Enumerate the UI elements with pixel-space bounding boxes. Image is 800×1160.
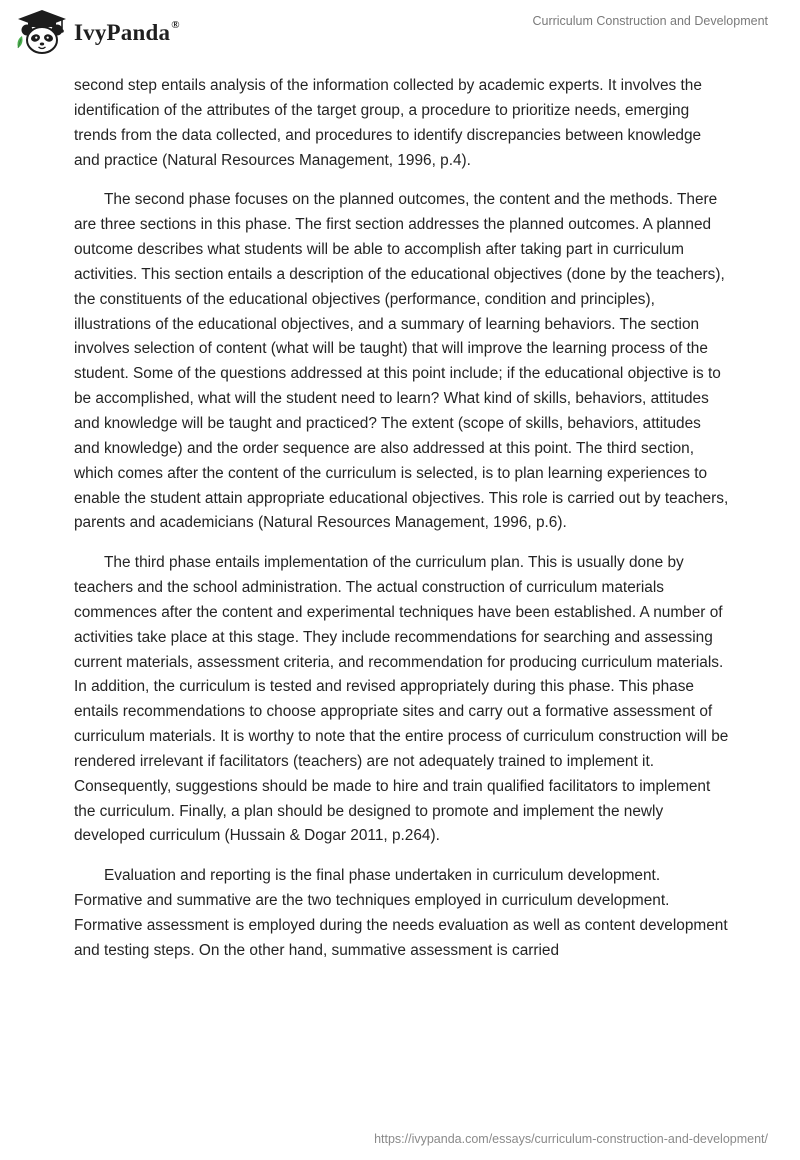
paragraph-3: The third phase entails implementation of the curriculum plan. This is usually done by teachers and the school administration. The actual construction of curriculum materials commences after the content and experimental techniques have been established. A number of activities take place at this stage. They include recommendations for searching and assessing current materials, assessment criteria, and recommendation for producing curriculum materials. In addition, the curriculum is tested and revised appropriately during this phase. This phase entails recommendations to choose appropriate sites and carry out a formative assessment of curriculum materials. It is worthy to note that the entire process of curriculum construction will be rendered irrelevant if facilitators (teachers) are not adequately trained to implement it. Consequently, suggestions should be made to hire and train qualified facilitators to implement the curriculum. Finally, a plan should be designed to promote and implement the newly developed curriculum (Hussain & Dogar 2011, p.264).	[74, 554, 729, 845]
essay-body	[74, 74, 730, 979]
paragraph-1: second step entails analysis of the information collected by academic experts. It involves the identification of the attributes of the target group, a procedure to prioritize needs, emerging trends from the data collected, and procedures to identify discrepancies between knowledge and practice (Natural Resources Management, 1996, p.4).	[74, 77, 702, 169]
brand-name: IvyPanda®	[74, 19, 180, 45]
source-url-link[interactable]: https://ivypanda.com/essays/curriculum-construction-and-development/	[374, 1132, 768, 1146]
paragraph-4: Evaluation and reporting is the final phase undertaken in curriculum development. Formative and summative are the two techniques employed in curriculum development. Formative assessment is employed during the needs evaluation as well as content development and testing steps. On the other hand, summative assessment is carried	[74, 867, 728, 959]
ivypanda-logo[interactable]	[14, 8, 180, 56]
document-title: Curriculum Construction and Development	[532, 14, 768, 28]
panda-graduation-cap-icon	[14, 8, 70, 56]
page-header	[0, 0, 800, 62]
registered-mark: ®	[171, 19, 180, 32]
paragraph-2: The second phase focuses on the planned outcomes, the content and the methods. There are three sections in this phase. The first section addresses the planned outcomes. A planned outcome describes what students will be able to accomplish after taking part in curriculum activities. This section entails a description of the educational objectives (done by the teachers), the constituents of the educational objectives (performance, condition and principles), illustrations of the educational objectives, and a summary of learning behaviors. The section involves selection of content (what will be taught) that will improve the learning process of the student. Some of the questions addressed at this point include; if the educational objective is to be accomplished, what will the student need to learn? What kind of skills, behaviors, attitudes and knowledge will be taught and practiced? The extent (scope of skills, behaviors, attitudes and knowledge) and the order sequence are also addressed at this point. The third section, which comes after the content of the curriculum is selected, is to plan learning experiences to enable the student attain appropriate educational objectives. This role is carried out by teachers, parents and academicians (Natural Resources Management, 1996, p.6).	[74, 191, 729, 532]
